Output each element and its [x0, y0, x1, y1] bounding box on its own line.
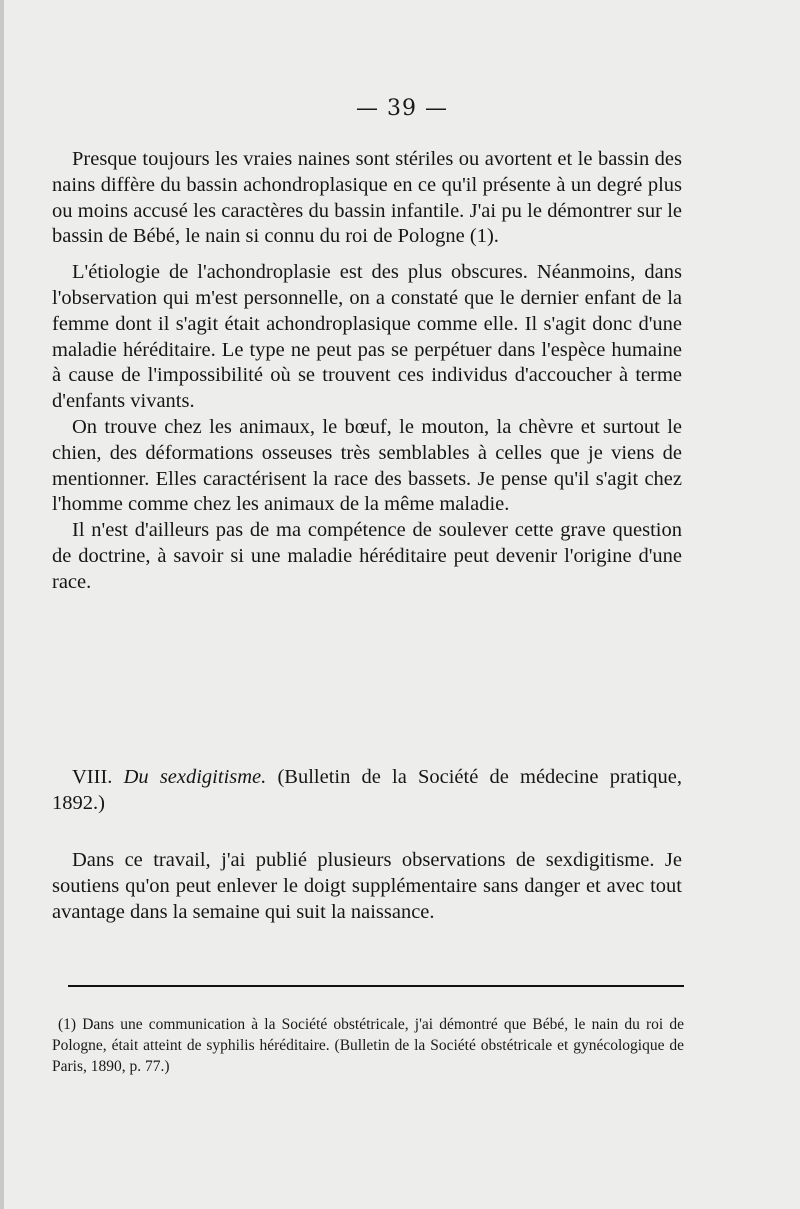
reference-entry: [52, 765, 682, 817]
footnote: [52, 1014, 684, 1077]
paragraph-gap: [52, 250, 682, 260]
footnote-text: Dans une communication à la Société obstétricale, j'ai démontré que Bébé, le nain du roi de Pologne, était atteint de syphilis héréditaire. (Bulletin de la Société obstétricale et gynécologique de Paris, 1890, p. 77.): [52, 1016, 684, 1075]
reference-line: [52, 765, 682, 817]
paragraph-2: L'étiologie de l'achondroplasie est des plus obscures. Néanmoins, dans l'observation qui m'est personnelle, on a constaté que le dernier enfant de la femme dont il s'agit était achondroplasique comme elle. Il s'agit donc d'une maladie héréditaire. Le type ne peut pas se perpétuer dans l'espèce humaine à cause de l'impossibilité où se trouvent ces individus d'accoucher à terme d'enfants vivants.: [52, 261, 682, 413]
reference-title: Du sexdigitisme.: [123, 766, 267, 788]
paragraph-1: Presque toujours les vraies naines sont stériles ou avortent et le bassin des nains diffère du bassin achondroplasique en ce qu'il présente à un degré plus ou moins accusé les caractères du bassin infantile. J'ai pu le démontrer sur le bassin de Bébé, le nain si connu du roi de Pologne (1).: [52, 148, 682, 248]
main-text: [52, 147, 682, 596]
paragraph-4: Il n'est d'ailleurs pas de ma compétence de soulever cette grave question de doctrine, à savoir si une maladie héréditaire peut devenir l'origine d'une race.: [52, 519, 682, 593]
closing-text: [52, 848, 682, 925]
book-page: [4, 0, 800, 1209]
footnote-marker: (1): [58, 1016, 77, 1033]
paragraph-3: On trouve chez les animaux, le bœuf, le mouton, la chèvre et surtout le chien, des déformations osseuses très semblables à celles que je viens de mentionner. Elles caractérisent la race des bassets. Je pense qu'il s'agit chez l'homme comme chez les animaux de la même maladie.: [52, 415, 682, 516]
reference-details: (Bulletin de la Société de médecine pratique, 1892.): [52, 766, 682, 814]
reference-number: VIII.: [72, 766, 113, 788]
closing-paragraph: Dans ce travail, j'ai publié plusieurs observations de sexdigitisme. Je soutiens qu'on peut enlever le doigt supplémentaire sans danger et avec tout avantage dans la semaine qui suit la naissance.: [52, 849, 682, 923]
footnote-divider: [68, 985, 684, 987]
page-number: — 39 —: [356, 96, 448, 121]
